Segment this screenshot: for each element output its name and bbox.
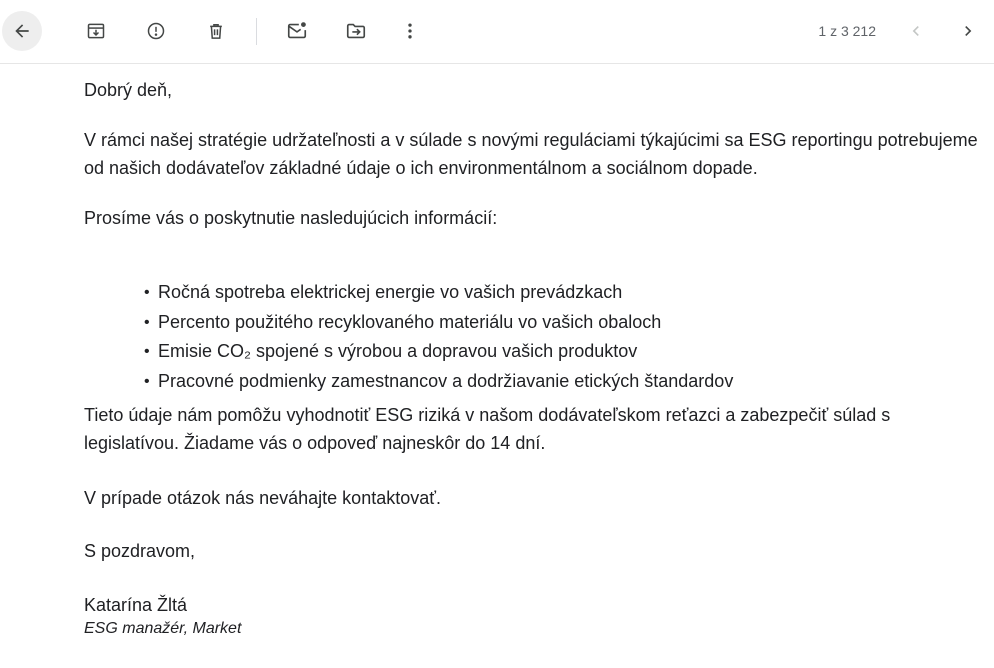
bullet: • [144,372,150,390]
report-spam-icon [146,21,166,41]
closing-paragraph: Tieto údaje nám pomôžu vyhodnotiť ESG riziká v našom dodávateľskom reťazci a zabezpečiť súlad s legislatívou. Žiadame vás o odpoveď najneskôr do 14 dní. [84,405,891,453]
move-to-button[interactable] [336,11,376,51]
chevron-left-icon [906,21,926,41]
intro-paragraph: V rámci našej stratégie udržateľnosti a v súlade s novými reguláciami týkajúcimi sa ESG reportingu potrebujeme od našich dodávateľov základné údaje o ich environmentálnom a sociálnom dopade. [84,130,978,178]
older-button[interactable] [948,11,988,51]
bullet: • [144,284,150,301]
archive-icon [86,21,106,41]
regards: S pozdravom, [84,541,196,561]
email-toolbar [0,0,994,64]
mark-unread-icon [286,20,308,42]
list-item-text: Percento použitého recyklovaného materiálu vo vašich obaloch [158,311,662,332]
list-item [144,337,984,367]
report-spam-button[interactable] [136,11,176,51]
archive-button[interactable] [76,11,116,51]
list-item [144,367,984,397]
more-options-button[interactable] [390,11,430,51]
list-item [144,278,984,308]
toolbar-divider [256,18,257,45]
more-vertical-icon [400,21,420,41]
list-item-text: Ročná spotreba elektrickej energie vo vašich prevádzkach [158,282,623,302]
bullet: • [144,313,150,331]
request-paragraph: Prosíme vás o poskytnutie nasledujúcich informácií: [84,208,498,228]
list-item-text: Pracovné podmienky zamestnancov a dodržiavanie etických štandardov [158,370,734,391]
newer-button[interactable] [896,11,936,51]
mark-unread-button[interactable] [277,11,317,51]
list-item-text: Emisie CO₂ spojené s výrobou a dopravou vašich produktov [158,341,638,361]
arrow-left-icon [12,21,32,41]
back-button[interactable] [2,11,42,51]
chevron-right-icon [958,21,978,41]
signature-name: Katarína Žltá [84,595,188,615]
contact-paragraph: V prípade otázok nás neváhajte kontaktovať. [84,488,441,508]
trash-icon [206,21,226,41]
move-to-icon [345,20,367,42]
list-item [144,308,984,338]
pager-count: 1 z 3 212 [818,23,876,39]
bullet: • [144,343,150,360]
signature-title: ESG manažér, Market [84,620,242,637]
greeting: Dobrý deň, [84,80,173,100]
info-list [84,278,984,396]
email-body [84,76,984,640]
delete-button[interactable] [196,11,236,51]
